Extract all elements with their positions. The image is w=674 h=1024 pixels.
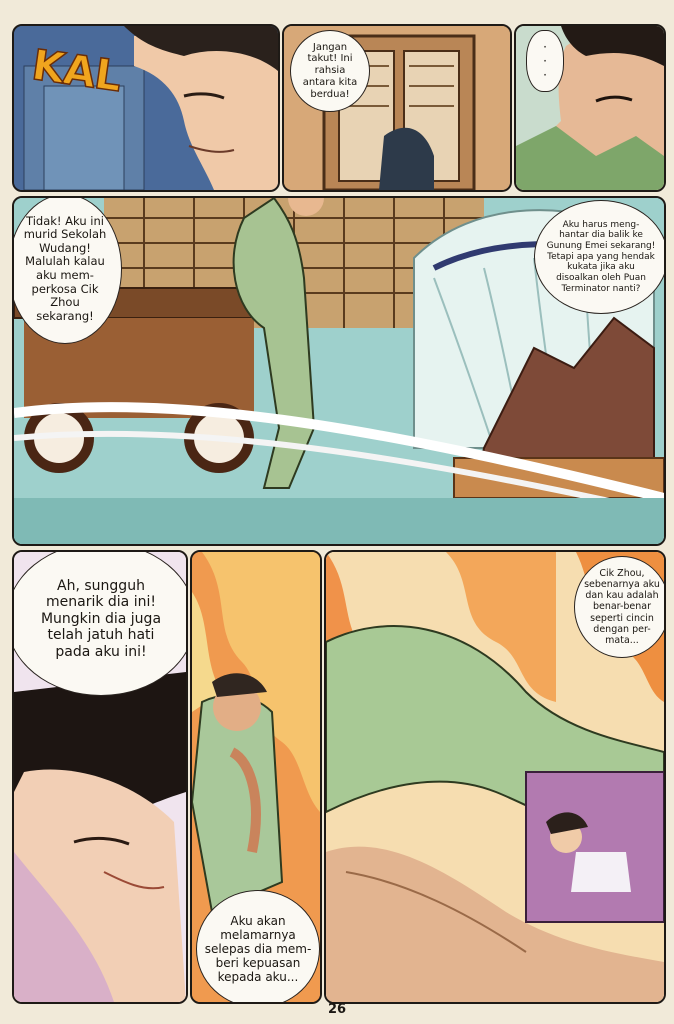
speech-bubble-p4b: Aku harus meng- hantar dia balik ke Gunung Emei sekarang! Tetapi apa yang hendak kukata jika aku disoalkan oleh Puan Terminator nanti? [534, 200, 666, 314]
panel-2 [282, 24, 512, 192]
sound-effect-text: KAL [29, 40, 124, 101]
panel-7 [324, 550, 666, 1004]
speech-bubble-p6: Aku akan melamarnya selepas dia mem- beri kepuasan kepada aku... [196, 890, 320, 1004]
panel-3 [514, 24, 666, 192]
speech-bubble-p2: Jangan takut! Ini rahsia antara kita berdua! [290, 30, 370, 112]
speech-bubble-p4a: Tidak! Aku ini murid Sekolah Wudang! Malulah kalau aku mem- perkosa Cik Zhou sekarang! [12, 196, 122, 344]
panel-4 [12, 196, 666, 546]
panel-1 [12, 24, 280, 192]
speech-bubble-p7: Cik Zhou, sebenarnya aku dan kau adalah benar-benar seperti cincin dengan per- mata... [574, 556, 666, 658]
speech-bubble-p5: Ah, sungguh menarik dia ini! Mungkin dia juga telah jatuh hati pada aku ini! [12, 550, 188, 696]
page-number: 26 [327, 1002, 347, 1017]
panel-5 [12, 550, 188, 1004]
speech-bubble-p3: · · · [526, 30, 564, 92]
panel-6 [190, 550, 322, 1004]
